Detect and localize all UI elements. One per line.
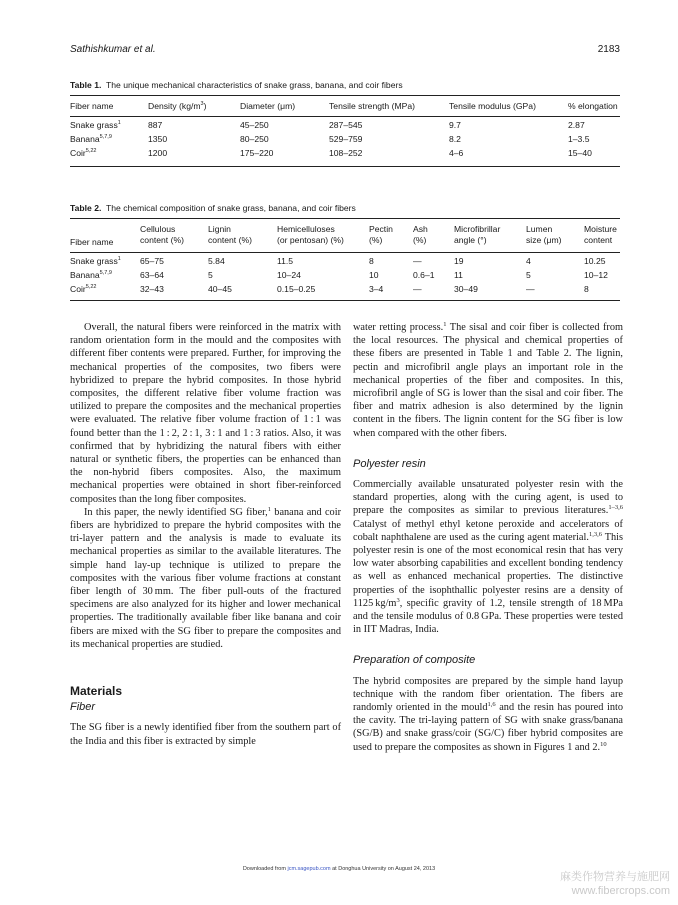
table2-cell: 11 <box>454 270 463 280</box>
table1-header-rule <box>70 116 620 117</box>
table2-cell: 11.5 <box>277 256 294 266</box>
watermark-line-1: 麻类作物营养与施肥网 <box>560 871 670 883</box>
table1-header-diameter: Diameter (μm) <box>240 101 296 111</box>
table2-cell: 10–12 <box>584 270 608 280</box>
table2-header-fiber-name: Fiber name <box>70 237 114 247</box>
table1-header-tensile-strength: Tensile strength (MPa) <box>329 101 415 111</box>
table2-cell: — <box>413 284 422 294</box>
table2-cell: 4 <box>526 256 531 266</box>
table2-cell: 8 <box>584 284 589 294</box>
table2-header-lumen: Lumen size (μm) <box>526 224 562 245</box>
table1-bottom-rule <box>70 166 620 167</box>
table2-cell: 10–24 <box>277 270 301 280</box>
subsection-heading-fiber: Fiber <box>70 701 96 714</box>
table2-cell: 5.84 <box>208 256 225 266</box>
watermark-line-2: www.fibercrops.com <box>571 885 670 897</box>
table2-header-ash: Ash (%) <box>413 224 428 245</box>
table2-cell: — <box>526 284 535 294</box>
table2-header-rule <box>70 252 620 253</box>
table1-cell: 80–250 <box>240 134 269 144</box>
table1-row-name: Snake grass$^1$ <box>70 120 121 130</box>
table2-row-name: Snake grass$^1$ <box>70 256 121 266</box>
table1-label: Table 1. <box>70 80 102 90</box>
table1-cell: 1200 <box>148 148 168 158</box>
table1-cell: 4–6 <box>449 148 464 158</box>
section-heading-materials: Materials <box>70 684 123 699</box>
left-paragraph-2: In this paper, the newly identified SG fiber,$^1$ banana and coir fibers are hybridized to prepare the hybrid composites with the tri-layer pattern and the analysis is made to evaluate its mechanical properties as similar to the available literatures. The simple hand lay-up technique is utilized to prepare the composites with the various fiber volume fractions at constant fiber length of 30 mm. The fiber pull-outs of the fractured specimens are also analyzed for its higher and lower mechanical properties. The traditionally available fiber like banana and coir fibers are mixed with the SG fiber to prepare the composites and its mechanical properties are studied. <box>70 505 341 650</box>
right-column <box>353 321 623 754</box>
table1-cell: 1–3.5 <box>568 134 590 144</box>
table2-cell: — <box>413 256 422 266</box>
watermark <box>560 870 670 898</box>
table2-header-lignin: Lignin content (%) <box>208 224 252 245</box>
page-number: 2183 <box>597 44 620 55</box>
subsection-heading-polyester-resin: Polyester resin <box>353 457 426 470</box>
left-column <box>70 321 341 748</box>
table1-header-density: Density $(kg/m^3)$ <box>148 101 207 111</box>
table1-top-rule <box>70 95 620 96</box>
table2-header <box>70 222 620 252</box>
table1-cell: 45–250 <box>240 120 269 130</box>
table2-row-name: Banana$^{5,7,9}$ <box>70 270 112 280</box>
table1-cell: 108–252 <box>329 148 363 158</box>
table2-cell: 10 <box>369 270 379 280</box>
table1-caption <box>70 80 620 90</box>
table1-header-tensile-modulus: Tensile modulus (GPa) <box>449 101 536 111</box>
running-head <box>70 44 620 60</box>
table2-header-moisture: Moisture content <box>584 224 617 245</box>
table1-cell: 287–545 <box>329 120 363 130</box>
table1-cell: 2.87 <box>568 120 585 130</box>
table1-cell: 529–759 <box>329 134 363 144</box>
running-head-author: Sathishkumar et al. <box>70 44 156 55</box>
table2-bottom-rule <box>70 300 620 301</box>
table2-cell: 5 <box>526 270 531 280</box>
table2-header-microfibrillar: Microfibrillar angle (°) <box>454 224 501 245</box>
table2-cell: 32–43 <box>140 284 164 294</box>
table2-cell: 63–64 <box>140 270 164 280</box>
download-link[interactable]: jcm.sagepub.com <box>287 866 331 872</box>
table2-header-hemicelluloses: Hemicelluloses (or pentosan) (%) <box>277 224 344 245</box>
table2-cell: 5 <box>208 270 213 280</box>
download-footer: Downloaded from jcm.sagepub.com at Donghua University on August 24, 2013 <box>242 866 436 872</box>
table2-cell: 40–45 <box>208 284 232 294</box>
table1-row-name: Coir$^{5,22}$ <box>70 148 97 158</box>
table2-cell: 3–4 <box>369 284 384 294</box>
table2-label: Table 2. <box>70 203 102 213</box>
table2-body <box>70 256 620 300</box>
left-paragraph-3: The SG fiber is a newly identified fiber from the southern part of the India and this fiber is extracted by simple <box>70 722 341 747</box>
table1-cell: 15–40 <box>568 148 592 158</box>
right-paragraph-1: water retting process.$^1$ The sisal and coir fiber is collected from the local resources. The physical and chemical properties of these fibers are presented in Table 1 and Table 2. The lignin, pectin and microfibril angle plays an important role in the mechanical properties of the fiber and composites. In this, microfibril angle of SG is lower than the sisal and coir fiber. The fiber and matrix adhesion is also determined by the lignin content in the fibers. The lignin content for the SG fiber is low when compared with the other fibers. <box>353 321 623 439</box>
left-paragraph-1: Overall, the natural fibers were reinforced in the matrix with random orientation form in the mould and the composites with different fiber contents were prepared. Further, for improving the mechanical properties of the composites, two fibers were hybridized to prepare the hybrid composites. In those hybrid composites, the different relative fiber volume fraction was utilized to prepare the composites and the mechanical properties were evaluated. The relative fiber volume fraction of 1 : 1 was found better than the 1 : 2, 2 : 1, 3 : 1 and 1 : 3 ratios. Also, it was confirmed that by hybridizing the natural fibers with either natural or synthetic fibers, the properties can be enhanced than the non-hybrid fibers composites. Also, the maximum mechanical properties were obtained in short fiber-reinforced composites than the long fiber composites. <box>70 322 341 505</box>
table2-header-cellulous: Cellulous content (%) <box>140 224 184 245</box>
table2-cell: 30–49 <box>454 284 478 294</box>
table1-cell: 8.2 <box>449 134 461 144</box>
table2-cell: 8 <box>369 256 374 266</box>
table2-cell: 65–75 <box>140 256 164 266</box>
subsection-heading-preparation: Preparation of composite <box>353 654 476 667</box>
table2-caption <box>70 203 620 213</box>
table2-caption-text: The chemical composition of snake grass, banana, and coir fibers <box>106 203 356 213</box>
table2-cell: 0.15–0.25 <box>277 284 316 294</box>
table1-caption-text: The unique mechanical characteristics of snake grass, banana, and coir fibers <box>106 80 403 90</box>
table1-header-fiber-name: Fiber name <box>70 101 114 111</box>
table1-row-name: Banana$^{5,7,9}$ <box>70 134 112 144</box>
table1-header-elongation: % elongation <box>568 101 618 111</box>
right-paragraph-3: The hybrid composites are prepared by the simple hand layup technique with the random fiber orientation. The fibers are randomly oriented in the mould$^{1,6}$ and the resin has poured into the cavity. The tri-laying pattern of SG with snake grass/banana (SG/B) and snake grass/coir (SG/C) fiber hybrid composites are used to prepare the composites as shown in Figures 1 and 2.10 <box>353 675 624 753</box>
table2-cell: 10.25 <box>584 256 606 266</box>
table1-cell: 887 <box>148 120 163 130</box>
right-paragraph-2: Commercially available unsaturated polyester resin with the standard properties, along with the curing agent, is used to prepare the composites as similar to previous literatures.$^{1-3,6}$ Catalyst of methyl ethyl ketone peroxide and accelerators of cobalt naphthalene are used as the curing agent material.$^{1,3,6}$ This polyester resin is one of the most economical resin that has very low water absorbing capabilities and excellent bonding tendency as well as enhanced mechanical properties. The distinctive properties of the isophthallic polyester resins are a density of 1125 $kg/m^3$, specific gravity of 1.2, tensile strength of 18 MPa and the tensile modulus of 0.8 GPa. These properties were tested in IIT Madras, India. <box>353 479 623 636</box>
table2-cell: 19 <box>454 256 464 266</box>
table1-cell: 9.7 <box>449 120 461 130</box>
table2-row-name: Coir$^{5,22}$ <box>70 284 97 294</box>
table2-header-pectin: Pectin (%) <box>369 224 393 245</box>
table2-cell: 0.6–1 <box>413 270 435 280</box>
table1-cell: 1350 <box>148 134 168 144</box>
table2-top-rule <box>70 218 620 219</box>
table1-cell: 175–220 <box>240 148 274 158</box>
table1-body <box>70 120 620 166</box>
